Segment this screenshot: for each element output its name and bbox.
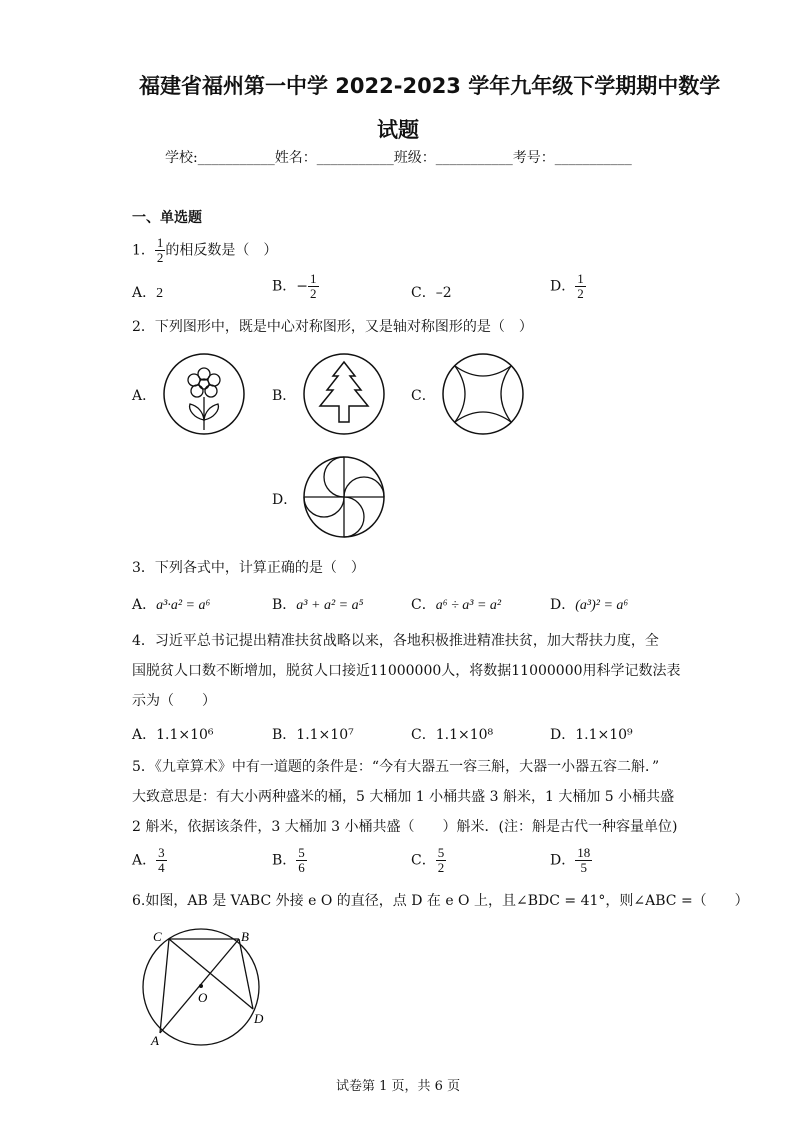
pinwheel-figure <box>302 455 386 539</box>
q1-option-c: C．–2 <box>411 285 452 301</box>
q1-option-b: B．− $\frac{1}{2}$ <box>272 271 317 301</box>
fraction: $\frac{1}{2}$ <box>156 235 164 265</box>
page-title-line2: 试题 <box>377 118 419 142</box>
question-5-line3: 2 斛米，依据该条件，3 大桶加 3 小桶共盛（ ）斛米．(注：斛是古代一种容量单位) <box>132 819 678 835</box>
q5-option-c: C． $\frac{5}{2}$ <box>411 845 445 875</box>
question-5-line2: 大致意思是：有大小两种盛米的桶，5 大桶加 1 小桶共盛 3 斛米，1 大桶加 5 小桶共盛 <box>132 789 675 805</box>
q5-option-b: B． $\frac{5}{6}$ <box>272 845 305 875</box>
circle-geometry-figure <box>135 925 275 1050</box>
point-c-label: C <box>153 929 162 944</box>
question-5-line1: 5．《九章算术》中有一道题的条件是：“今有大器五一容三斛，大器一小器五容二斛．” <box>132 759 660 775</box>
q2-label-c: C． <box>411 388 436 404</box>
page-footer: 试卷第 1 页，共 6 页 <box>336 1079 461 1094</box>
q3-option-a: A．a³·a² = a⁶ <box>132 597 211 613</box>
question-2: 2．下列图形中，既是中心对称图形，又是轴对称图形的是（ ） <box>132 319 533 335</box>
question-6: 6.如图，AB 是 VABC 外接 e O 的直径，点 D 在 e O 上，且∠BDC = 41°，则∠ABC =（ ） <box>132 893 749 909</box>
question-4-line2: 国脱贫人口数不断增加，脱贫人口接近11000000人，将数据11000000用科学记数法表 <box>132 663 681 679</box>
point-a-label: A <box>151 1033 159 1048</box>
four-arc-figure <box>441 352 525 436</box>
flower-figure <box>162 352 246 436</box>
q4-option-b: B．1.1×10⁷ <box>272 727 354 743</box>
student-info-line: 学校:___________姓名：___________班级：___________考号：___________ <box>165 150 632 166</box>
tree-figure <box>302 352 386 436</box>
q2-label-a: A． <box>132 388 157 404</box>
q4-option-d: D．1.1×10⁹ <box>550 727 633 743</box>
section-heading: 一、单选题 <box>132 210 202 226</box>
point-b-label: B <box>241 929 249 944</box>
question-1: 1． $\frac{1}{2}$ 的相反数是（ ） <box>132 235 278 265</box>
question-4-line1: 4．习近平总书记提出精准扶贫战略以来，各地积极推进精准扶贫，加大帮扶力度，全 <box>132 633 659 649</box>
q4-option-c: C．1.1×10⁸ <box>411 727 494 743</box>
q1-option-a: A．2 <box>132 285 164 301</box>
q4-option-a: A．1.1×10⁶ <box>132 727 214 743</box>
q5-option-d: D． $\frac{18}{5}$ <box>550 845 591 875</box>
q5-option-a: A． $\frac{3}{4}$ <box>132 845 165 875</box>
q3-option-c: C．a⁶ ÷ a³ = a² <box>411 597 502 613</box>
point-d-label: D <box>254 1011 264 1026</box>
q3-option-d: D．(a³)² = a⁶ <box>550 597 629 613</box>
q3-option-b: B．a³ + a² = a⁵ <box>272 597 364 613</box>
q2-label-d: D． <box>272 492 298 508</box>
page-title: 福建省福州第一中学 2022-2023 学年九年级下学期期中数学 <box>139 74 721 98</box>
q1-option-d: D． $\frac{1}{2}$ <box>550 271 584 301</box>
question-3: 3．下列各式中，计算正确的是（ ） <box>132 560 365 576</box>
q2-label-b: B． <box>272 388 297 404</box>
point-o-label: O <box>198 990 208 1005</box>
question-4-line3: 示为（ ） <box>132 693 216 709</box>
